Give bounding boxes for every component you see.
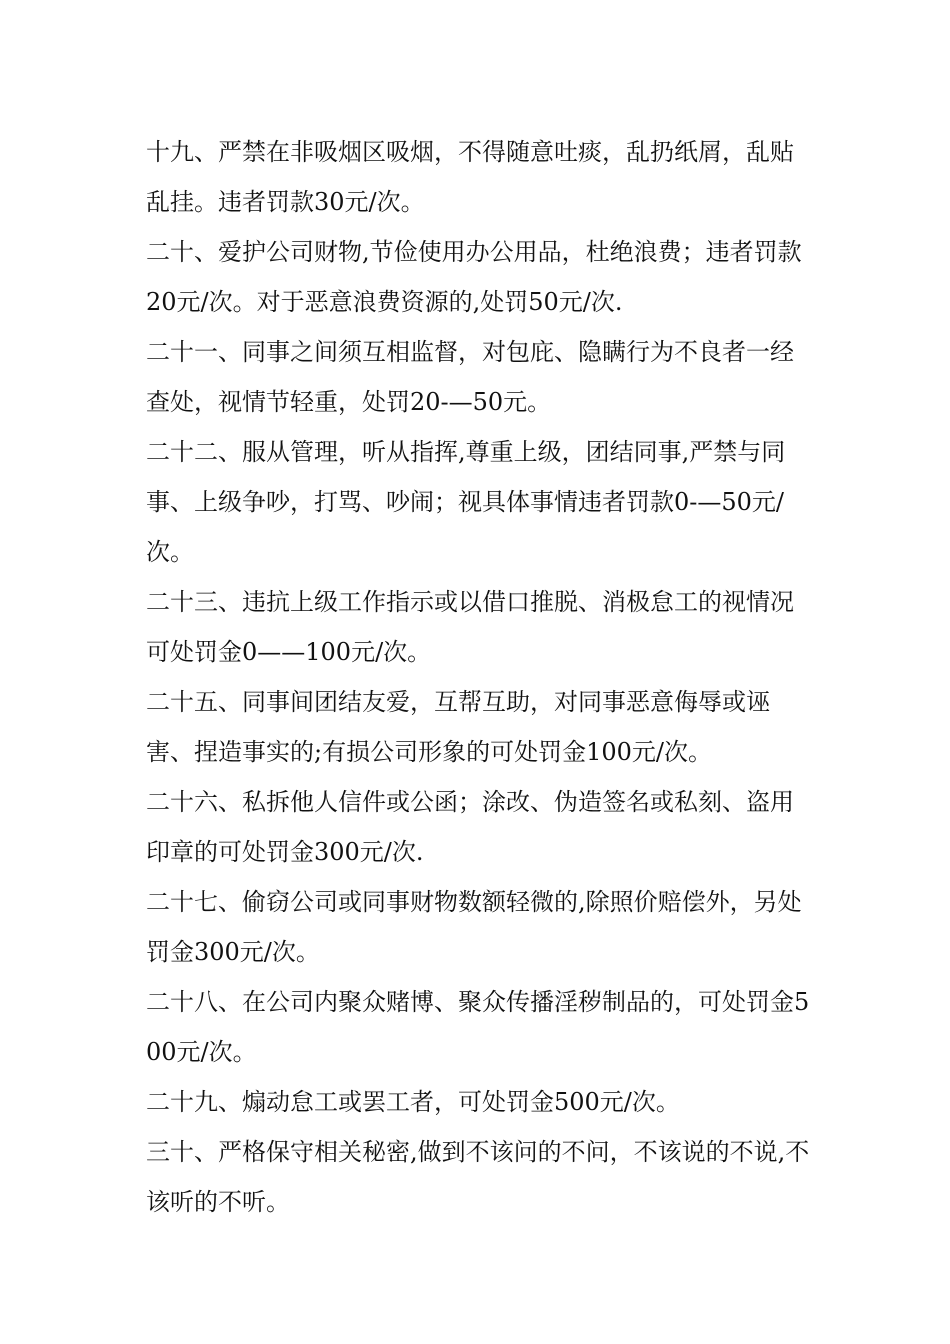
paragraph-20: 二十、爱护公司财物,节俭使用办公用品，杜绝浪费；违者罚款20元/次。对于恶意浪费资源的,处罚50元/次.: [146, 238, 802, 316]
paragraph-30: 三十、严格保守相关秘密,做到不该问的不问，不该说的不说,不该听的不听。: [146, 1138, 810, 1216]
paragraph-27: 二十七、偷窃公司或同事财物数额轻微的,除照价赔偿外，另处罚金300元/次。: [146, 888, 802, 966]
paragraph-19: 十九、严禁在非吸烟区吸烟，不得随意吐痰，乱扔纸屑，乱贴乱挂。违者罚款30元/次。: [146, 138, 794, 216]
paragraph-26: 二十六、私拆他人信件或公函；涂改、伪造签名或私刻、盗用印章的可处罚金300元/次.: [146, 788, 794, 866]
paragraph-21: 二十一、同事之间须互相监督，对包庇、隐瞒行为不良者一经查处，视情节轻重，处罚20-—50元。: [146, 338, 794, 416]
paragraph-25: 二十五、同事间团结友爱，互帮互助，对同事恶意侮辱或诬害、捏造事实的;有损公司形象的可处罚金100元/次。: [146, 688, 770, 766]
paragraph-28: 二十八、在公司内聚众赌博、聚众传播淫秽制品的，可处罚金500元/次。: [146, 988, 810, 1066]
paragraph-22: 二十二、服从管理，听从指挥,尊重上级，团结同事,严禁与同事、上级争吵，打骂、吵闹；视具体事情违者罚款0-—50元/次。: [146, 438, 786, 566]
paragraph-23: 二十三、违抗上级工作指示或以借口推脱、消极怠工的视情况可处罚金0——100元/次。: [146, 588, 794, 666]
document-body: [146, 127, 810, 1227]
paragraph-29: 二十九、煽动怠工或罢工者，可处罚金500元/次。: [146, 1088, 680, 1116]
